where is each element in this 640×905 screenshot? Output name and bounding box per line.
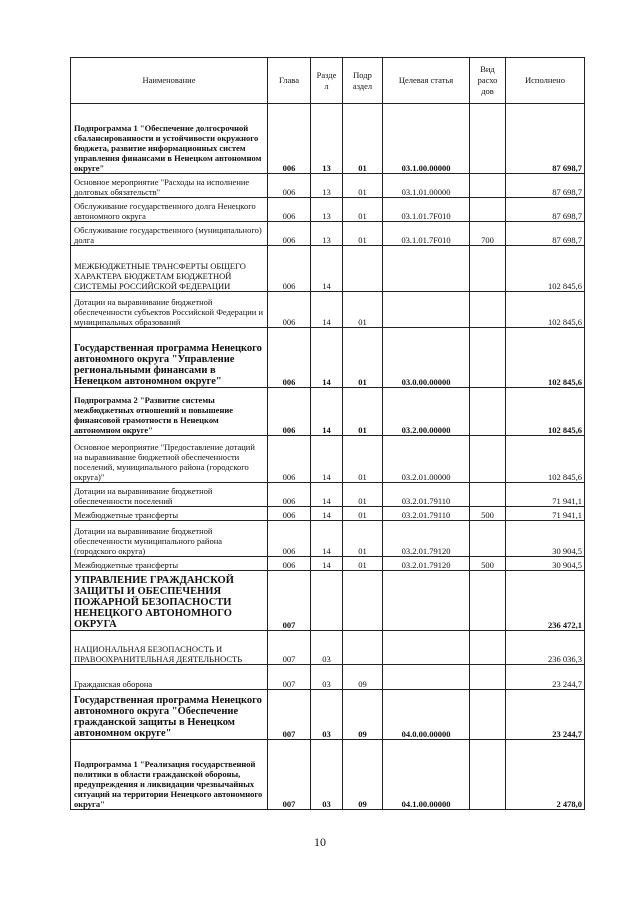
- cell-podrazdel: 01: [343, 483, 383, 507]
- cell-vid: [470, 328, 506, 388]
- header-isp: Исполнено: [506, 58, 585, 104]
- table-row: [71, 436, 585, 483]
- cell-stat: 03.2.01.00000: [383, 436, 470, 483]
- cell-vid: [470, 436, 506, 483]
- cell-podrazdel: [343, 631, 383, 665]
- cell-glava: 007: [268, 740, 311, 810]
- cell-stat: 03.2.00.00000: [383, 388, 470, 436]
- cell-razdel: 14: [311, 483, 343, 507]
- cell-glava: 007: [268, 571, 311, 631]
- cell-glava: 007: [268, 690, 311, 740]
- cell-glava: 006: [268, 483, 311, 507]
- cell-razdel: 03: [311, 690, 343, 740]
- cell-isp: 30 904,5: [506, 557, 585, 571]
- cell-glava: 006: [268, 388, 311, 436]
- cell-podrazdel: 01: [343, 507, 383, 521]
- cell-razdel: 14: [311, 521, 343, 557]
- cell-stat: [383, 571, 470, 631]
- cell-stat: 03.2.01.79110: [383, 483, 470, 507]
- cell-razdel: 14: [311, 557, 343, 571]
- table-row: [71, 507, 585, 521]
- cell-isp: 71 941,1: [506, 507, 585, 521]
- cell-vid: 500: [470, 557, 506, 571]
- cell-podrazdel: 01: [343, 222, 383, 246]
- cell-isp: 23 244,7: [506, 665, 585, 690]
- cell-name: Гражданская оборона: [71, 665, 268, 690]
- cell-podrazdel: 01: [343, 104, 383, 174]
- cell-razdel: 03: [311, 740, 343, 810]
- cell-name: Подпрограмма 2 "Развитие системы межбюджетных отношений и повышение финансовой грамотности в Ненецком автономном округе": [71, 388, 268, 436]
- table-row: [71, 246, 585, 292]
- cell-vid: [470, 631, 506, 665]
- cell-razdel: 13: [311, 198, 343, 222]
- cell-stat: [383, 246, 470, 292]
- cell-podrazdel: 09: [343, 690, 383, 740]
- cell-isp: 30 904,5: [506, 521, 585, 557]
- cell-razdel: [311, 571, 343, 631]
- table-row: [71, 557, 585, 571]
- cell-name: Государственная программа Ненецкого автономного округа "Управление региональными финансами в Ненецком автономном округе": [71, 328, 268, 388]
- cell-name: Дотации на выравнивание бюджетной обеспеченности субъектов Российской Федерации и муниципальных образований: [71, 292, 268, 328]
- cell-isp: 71 941,1: [506, 483, 585, 507]
- table-row: [71, 104, 585, 174]
- cell-vid: [470, 690, 506, 740]
- cell-vid: [470, 388, 506, 436]
- cell-vid: [470, 292, 506, 328]
- cell-vid: 700: [470, 222, 506, 246]
- cell-glava: 006: [268, 198, 311, 222]
- cell-glava: 007: [268, 665, 311, 690]
- cell-razdel: 14: [311, 328, 343, 388]
- cell-name: УПРАВЛЕНИЕ ГРАЖДАНСКОЙ ЗАЩИТЫ И ОБЕСПЕЧЕНИЯ ПОЖАРНОЙ БЕЗОПАСНОСТИ НЕНЕЦКОГО АВТОНОМНОГО ОКРУГА: [71, 571, 268, 631]
- cell-glava: 006: [268, 174, 311, 198]
- cell-podrazdel: 01: [343, 436, 383, 483]
- cell-vid: 500: [470, 507, 506, 521]
- cell-isp: 87 698,7: [506, 222, 585, 246]
- table-row: [71, 222, 585, 246]
- cell-vid: [470, 571, 506, 631]
- cell-glava: 007: [268, 631, 311, 665]
- cell-isp: 102 845,6: [506, 246, 585, 292]
- cell-vid: [470, 740, 506, 810]
- cell-name: Подпрограмма 1 "Обеспечение долгосрочной сбалансированности и устойчивости окружного бюджета, развитие информационных систем управления финансами в Ненецком автономном округе": [71, 104, 268, 174]
- cell-name: Подпрограмма 1 "Реализация государственной политики в области гражданской обороны, предупреждения и ликвидации чрезвычайных ситуаций на территории Ненецкого автономного округа": [71, 740, 268, 810]
- cell-isp: 87 698,7: [506, 104, 585, 174]
- cell-isp: 236 036,3: [506, 631, 585, 665]
- cell-stat: [383, 665, 470, 690]
- table-header-row: [71, 58, 585, 104]
- cell-razdel: 14: [311, 507, 343, 521]
- table-row: [71, 690, 585, 740]
- cell-name: Основное мероприятие "Расходы на исполнение долговых обязательств": [71, 174, 268, 198]
- cell-razdel: 13: [311, 174, 343, 198]
- cell-glava: 006: [268, 292, 311, 328]
- cell-name: Дотации на выравнивание бюджетной обеспеченности поселений: [71, 483, 268, 507]
- table-row: [71, 521, 585, 557]
- table-row: [71, 292, 585, 328]
- cell-name: Основное мероприятие "Предоставление дотаций на выравнивание бюджетной обеспеченности поселений, муниципального района (городского округа)": [71, 436, 268, 483]
- table-row: [71, 328, 585, 388]
- cell-isp: 2 478,0: [506, 740, 585, 810]
- header-stat: Целевая статья: [383, 58, 470, 104]
- cell-glava: 006: [268, 436, 311, 483]
- cell-stat: 03.2.01.79120: [383, 557, 470, 571]
- cell-name: НАЦИОНАЛЬНАЯ БЕЗОПАСНОСТЬ И ПРАВООХРАНИТЕЛЬНАЯ ДЕЯТЕЛЬНОСТЬ: [71, 631, 268, 665]
- cell-vid: [470, 198, 506, 222]
- cell-stat: [383, 631, 470, 665]
- cell-isp: 102 845,6: [506, 292, 585, 328]
- table-row: [71, 483, 585, 507]
- cell-podrazdel: 01: [343, 557, 383, 571]
- cell-stat: 03.1.00.00000: [383, 104, 470, 174]
- cell-stat: 03.1.01.00000: [383, 174, 470, 198]
- table-row: [71, 740, 585, 810]
- cell-razdel: 14: [311, 388, 343, 436]
- cell-name: Государственная программа Ненецкого автономного округа "Обеспечение гражданской защиты в Ненецком автономном округе": [71, 690, 268, 740]
- cell-vid: [470, 246, 506, 292]
- cell-stat: [383, 292, 470, 328]
- cell-podrazdel: 01: [343, 198, 383, 222]
- cell-stat: 03.1.01.7F010: [383, 222, 470, 246]
- table-row: [71, 198, 585, 222]
- cell-vid: [470, 483, 506, 507]
- table-row: [71, 388, 585, 436]
- page-number: 10: [314, 835, 326, 849]
- header-razdel: Разде л: [311, 58, 343, 104]
- budget-table: [70, 57, 585, 810]
- cell-name: Межбюджетные трансферты: [71, 507, 268, 521]
- cell-podrazdel: 09: [343, 740, 383, 810]
- cell-stat: 03.0.00.00000: [383, 328, 470, 388]
- table-row: [71, 665, 585, 690]
- cell-name: МЕЖБЮДЖЕТНЫЕ ТРАНСФЕРТЫ ОБЩЕГО ХАРАКТЕРА БЮДЖЕТАМ БЮДЖЕТНОЙ СИСТЕМЫ РОССИЙСКОЙ ФЕДЕРАЦИИ: [71, 246, 268, 292]
- header-glava: Глава: [268, 58, 311, 104]
- cell-podrazdel: 01: [343, 328, 383, 388]
- table-row: [71, 631, 585, 665]
- cell-razdel: 14: [311, 292, 343, 328]
- cell-stat: 04.1.00.00000: [383, 740, 470, 810]
- cell-stat: 03.2.01.79110: [383, 507, 470, 521]
- cell-vid: [470, 104, 506, 174]
- cell-isp: 23 244,7: [506, 690, 585, 740]
- cell-vid: [470, 665, 506, 690]
- cell-stat: 03.2.01.79120: [383, 521, 470, 557]
- cell-stat: 04.0.00.00000: [383, 690, 470, 740]
- cell-glava: 006: [268, 246, 311, 292]
- cell-glava: 006: [268, 328, 311, 388]
- cell-podrazdel: 01: [343, 292, 383, 328]
- cell-glava: 006: [268, 507, 311, 521]
- cell-isp: 102 845,6: [506, 328, 585, 388]
- cell-stat: 03.1.01.7F010: [383, 198, 470, 222]
- cell-isp: 102 845,6: [506, 388, 585, 436]
- cell-podrazdel: 01: [343, 521, 383, 557]
- cell-razdel: 14: [311, 436, 343, 483]
- cell-name: Обслуживание государственного долга Ненецкого автономного округа: [71, 198, 268, 222]
- cell-glava: 006: [268, 557, 311, 571]
- header-podrazdel: Подр аздел: [343, 58, 383, 104]
- cell-razdel: 13: [311, 222, 343, 246]
- cell-podrazdel: [343, 571, 383, 631]
- cell-razdel: 13: [311, 104, 343, 174]
- cell-podrazdel: 01: [343, 174, 383, 198]
- cell-vid: [470, 174, 506, 198]
- cell-isp: 87 698,7: [506, 198, 585, 222]
- header-vid: Вид расхо дов: [470, 58, 506, 104]
- cell-razdel: 03: [311, 665, 343, 690]
- cell-podrazdel: [343, 246, 383, 292]
- cell-name: Дотации на выравнивание бюджетной обеспеченности муниципального района (городского округа): [71, 521, 268, 557]
- cell-vid: [470, 521, 506, 557]
- cell-name: Межбюджетные трансферты: [71, 557, 268, 571]
- cell-glava: 006: [268, 222, 311, 246]
- table-row: [71, 174, 585, 198]
- cell-podrazdel: 01: [343, 388, 383, 436]
- cell-isp: 87 698,7: [506, 174, 585, 198]
- header-name: Наименование: [71, 58, 268, 104]
- cell-name: Обслуживание государственного (муниципального) долга: [71, 222, 268, 246]
- cell-razdel: 03: [311, 631, 343, 665]
- cell-glava: 006: [268, 521, 311, 557]
- cell-isp: 102 845,6: [506, 436, 585, 483]
- table-row: [71, 571, 585, 631]
- cell-glava: 006: [268, 104, 311, 174]
- cell-isp: 236 472,1: [506, 571, 585, 631]
- cell-razdel: 14: [311, 246, 343, 292]
- cell-podrazdel: 09: [343, 665, 383, 690]
